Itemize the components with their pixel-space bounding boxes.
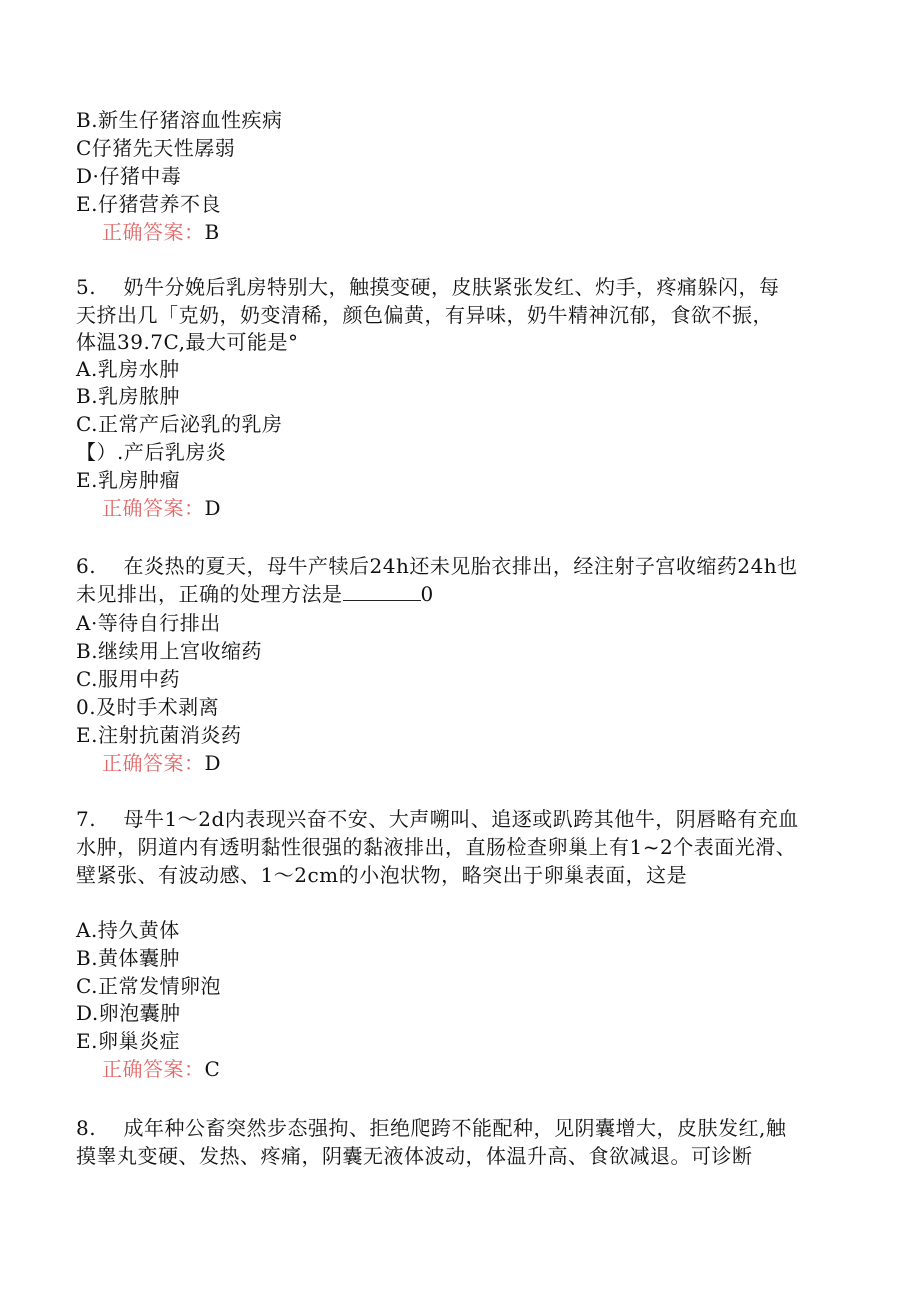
answer-value: D bbox=[204, 496, 222, 520]
q7-option-a: A.持久黄体 bbox=[76, 918, 180, 942]
q6-stem-text: 未见排出，正确的处理方法是 bbox=[76, 582, 343, 606]
q6-option-e: E.注射抗菌消炎药 bbox=[76, 723, 242, 747]
answer-value: B bbox=[204, 220, 220, 244]
q7-option-e: E.卵巢炎症 bbox=[76, 1029, 180, 1053]
q4-option-e: E.仔猪营养不良 bbox=[76, 192, 221, 216]
q8-stem-line-1: 8. 成年种公畜突然步态强拘、拒绝爬跨不能配种，见阴囊增大，皮肤发红,触 bbox=[76, 1116, 787, 1140]
q5-option-c: C.正常产后泌乳的乳房 bbox=[76, 412, 283, 436]
q6-option-b: B.继续用上宫收缩药 bbox=[76, 639, 263, 663]
q5-stem-line-2: 天挤出几「克奶，奶变清稀，颜色偏黄，有异味，奶牛精神沉郁，食欲不振， bbox=[76, 303, 773, 327]
q7-stem-line-3: 壁紧张、有波动感、1～2cm的小泡状物，略突出于卵巢表面，这是 bbox=[76, 863, 688, 887]
q4-answer bbox=[102, 218, 220, 246]
q6-stem-tail: 0 bbox=[420, 582, 434, 606]
q4-option-c: C仔猪先天性孱弱 bbox=[76, 136, 236, 160]
q7-answer bbox=[102, 1055, 220, 1083]
q5-option-e: E.乳房肿瘤 bbox=[76, 468, 180, 492]
q6-option-a: A·等待自行排出 bbox=[76, 611, 221, 635]
answer-label: 正确答案： bbox=[102, 751, 205, 775]
q5-answer bbox=[102, 494, 221, 522]
q7-stem-line-2: 水肿，阴道内有透明黏性很强的黏液排出，直肠检查卵巢上有1~2个表面光滑、 bbox=[76, 835, 797, 859]
q6-option-d: 0.及时手术剥离 bbox=[76, 695, 220, 719]
q5-stem-line-3: 体温39.7C,最大可能是° bbox=[76, 330, 299, 354]
q7-option-c: C.正常发情卵泡 bbox=[76, 974, 221, 998]
q5-option-b: B.乳房脓肿 bbox=[76, 384, 181, 408]
q4-option-b: B.新生仔猪溶血性疾病 bbox=[76, 108, 283, 132]
answer-label: 正确答案： bbox=[102, 1057, 205, 1081]
q4-option-d: D·仔猪中毒 bbox=[76, 164, 182, 188]
q7-option-b: B.黄体囊肿 bbox=[76, 946, 181, 970]
q6-option-c: C.服用中药 bbox=[76, 667, 180, 691]
q5-option-d: 【）.产后乳房炎 bbox=[76, 440, 227, 464]
q8-stem-line-2: 摸睾丸变硬、发热、疼痛，阴囊无液体波动，体温升高、食欲减退。可诊断 bbox=[76, 1144, 753, 1168]
answer-value: C bbox=[204, 1057, 221, 1081]
answer-blank bbox=[343, 582, 421, 601]
q5-stem-line-1: 5. 奶牛分娩后乳房特别大，触摸变硬，皮肤紧张发红、灼手，疼痛躲闪，每 bbox=[76, 275, 780, 299]
answer-value: D bbox=[204, 751, 222, 775]
q7-stem-line-1: 7. 母牛1～2d内表现兴奋不安、大声嗍叫、追逐或趴跨其他牛，阴唇略有充血 bbox=[76, 807, 799, 831]
q6-answer bbox=[102, 749, 221, 777]
q6-stem-line-2 bbox=[76, 580, 434, 608]
answer-label: 正确答案： bbox=[102, 496, 205, 520]
q5-option-a: A.乳房水肿 bbox=[76, 357, 180, 381]
q6-stem-line-1: 6. 在炎热的夏天，母牛产犊后24h还未见胎衣排出，经注射子宫收缩药24h也 bbox=[76, 554, 798, 578]
answer-label: 正确答案： bbox=[102, 220, 205, 244]
q7-option-d: D.卵泡囊肿 bbox=[76, 1001, 181, 1025]
